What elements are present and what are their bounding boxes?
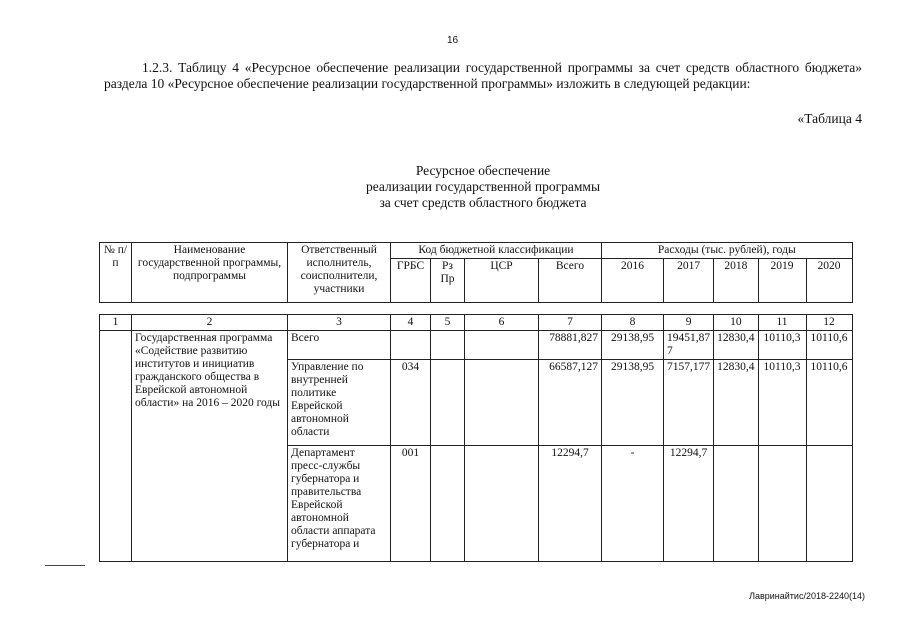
row-number-cell: [100, 331, 132, 562]
total-cell: 66587,127: [539, 360, 602, 446]
y2019-cell: 10110,3: [758, 360, 806, 446]
table-row: [100, 331, 853, 360]
rzpr-cell: [431, 331, 465, 360]
col-number: 3: [288, 315, 391, 331]
total-cell: 78881,827: [539, 331, 602, 360]
header-2016: 2016: [602, 259, 664, 303]
col-number: 6: [465, 315, 539, 331]
y2020-cell: 10110,6: [806, 331, 852, 360]
header-2019: 2019: [758, 259, 806, 303]
footer-reference: Лавринайтис/2018-2240(14): [749, 591, 865, 601]
heading-line-2: реализации государственной программы: [365, 179, 601, 194]
header-2018: 2018: [714, 259, 758, 303]
col-number: 9: [664, 315, 714, 331]
header-rzpr: Рз Пр: [431, 259, 465, 303]
rzpr-cell: [431, 360, 465, 446]
resource-table: [99, 242, 853, 562]
col-number: 1: [100, 315, 132, 331]
csr-cell: [465, 446, 539, 562]
col-number: 5: [431, 315, 465, 331]
y2017-cell: 12294,7: [664, 446, 714, 562]
grbs-cell: 001: [391, 446, 431, 562]
header-csr: ЦСР: [465, 259, 539, 303]
y2019-cell: 10110,3: [758, 331, 806, 360]
y2018-cell: 12830,4: [714, 331, 758, 360]
y2016-cell: 29138,95: [602, 331, 664, 360]
y2020-cell: 10110,6: [806, 360, 852, 446]
executor-cell: Департамент пресс-службы губернатора и правительства Еврейской автономной области аппарата губернатора и: [288, 446, 391, 562]
header-name: Наименование государственной программы, подпрограммы: [132, 243, 288, 303]
header-expense-group: Расходы (тыс. рублей), годы: [602, 243, 853, 259]
csr-cell: [465, 331, 539, 360]
page-number: 16: [446, 35, 459, 46]
header-row-1: [100, 243, 853, 259]
amendment-paragraph: 1.2.3. Таблицу 4 «Ресурсное обеспечение реализации государственной программы за счет средств областного бюджета» раздела 10 «Ресурсное обеспечение реализации государственной программы» изложить в следующей редакции:: [104, 60, 862, 91]
total-cell: 12294,7: [539, 446, 602, 562]
col-number: 7: [539, 315, 602, 331]
grbs-cell: [391, 331, 431, 360]
table-gap: [100, 303, 853, 315]
col-number: 2: [132, 315, 288, 331]
table-label: «Таблица 4: [797, 111, 862, 126]
rzpr-cell: [431, 446, 465, 562]
col-number: 12: [806, 315, 852, 331]
header-num: № п/п: [100, 243, 132, 303]
y2019-cell: [758, 446, 806, 562]
col-number: 8: [602, 315, 664, 331]
executor-cell: Всего: [288, 331, 391, 360]
margin-line: [45, 565, 85, 566]
csr-cell: [465, 360, 539, 446]
y2020-cell: [806, 446, 852, 562]
y2017-cell: 19451,877: [664, 331, 714, 360]
y2016-cell: 29138,95: [602, 360, 664, 446]
header-total: Всего: [539, 259, 602, 303]
y2017-cell: 7157,177: [664, 360, 714, 446]
header-2017: 2017: [664, 259, 714, 303]
header-grbs: ГРБС: [391, 259, 431, 303]
col-number: 11: [758, 315, 806, 331]
header-2020: 2020: [806, 259, 852, 303]
y2018-cell: 12830,4: [714, 360, 758, 446]
heading-line-3: за счет средств областного бюджета: [379, 195, 587, 210]
header-code-group: Код бюджетной классификации: [391, 243, 602, 259]
col-number: 4: [391, 315, 431, 331]
y2018-cell: [714, 446, 758, 562]
program-name-cell: Государственная программа «Содействие развитию институтов и инициатив гражданского общества в Еврейской автономной области» на 2016 – 2020 годы: [132, 331, 288, 562]
heading-line-1: Ресурсное обеспечение: [415, 163, 551, 178]
col-number: 10: [714, 315, 758, 331]
grbs-cell: 034: [391, 360, 431, 446]
header-executor: Ответственный исполнитель, соисполнители, участники: [288, 243, 391, 303]
column-number-row: [100, 315, 853, 331]
y2016-cell: -: [602, 446, 664, 562]
executor-cell: Управление по внутренней политике Еврейской автономной области: [288, 360, 391, 446]
table-heading: [104, 163, 862, 211]
